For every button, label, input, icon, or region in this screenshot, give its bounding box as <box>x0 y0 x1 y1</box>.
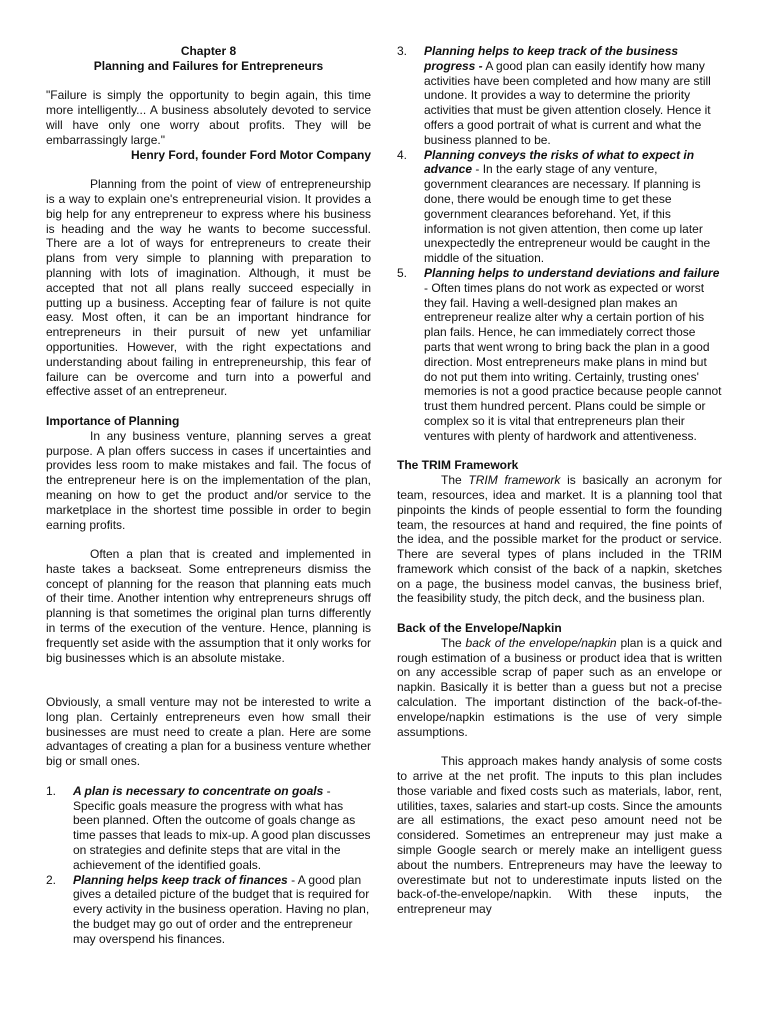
trim-pre: The <box>441 473 469 488</box>
list-item <box>397 148 722 266</box>
list-number: 4. <box>397 147 408 162</box>
list-item-lead: A plan is necessary to concentrate on goals <box>73 783 324 798</box>
list-item <box>46 873 371 947</box>
advantages-list-part-1 <box>46 784 371 947</box>
trim-paragraph <box>397 473 722 606</box>
importance-paragraph-2: Often a plan that is created and implemented in haste takes a backseat. Some entrepreneurs dismiss the concept of planning for the reason that planning eats much of their time. Another intention why entrepreneurs shrugs off planning is that sometimes the original plan turns differently in terms of the execution of the venture. Hence, planning is frequently set aside with the assumption that it only works for big businesses which is an absolute mistake. <box>46 547 371 665</box>
right-column <box>397 44 722 917</box>
spacer <box>46 74 371 89</box>
list-item-lead: Planning helps keep track of finances <box>73 872 288 887</box>
list-item-lead: Planning conveys the risks of what to expect in advance <box>424 147 695 177</box>
advantages-list-part-2 <box>397 44 722 444</box>
epigraph-attribution: Henry Ford, founder Ford Motor Company <box>131 147 371 162</box>
envelope-pre: The <box>441 635 466 650</box>
list-item-text: - Specific goals measure the progress with what has been planned. Often the outcome of goals change as time passes that leads to mix-up. A good plan discusses on strategies and definite steps that are vital in the achievement of the identified goals. <box>73 783 371 872</box>
importance-paragraph-3: Obviously, a small venture may not be interested to write a long plan. Certainly entrepreneurs even how small their businesses are must need to create a plan. Here are some advantages of creating a plan for a business venture whether big or small ones. <box>46 695 371 769</box>
spacer <box>46 769 371 784</box>
list-item-lead: Planning helps to keep track of the business progress - <box>424 44 679 73</box>
list-number: 5. <box>397 265 408 280</box>
list-item-lead: Planning helps to understand deviations and failure <box>424 265 720 280</box>
left-column <box>46 44 371 947</box>
list-number: 1. <box>46 783 57 798</box>
envelope-paragraph-1 <box>397 636 722 740</box>
trim-heading: The TRIM Framework <box>397 458 519 473</box>
spacer <box>397 739 722 754</box>
envelope-post: plan is a quick and rough estimation of a business or product idea that is written on any accessible scrap of paper such as an envelope or napkin. Basically it is better than a guess but not a precise calculation. The important distinction of the back-of-the-envelope/napkin estimations is the use of very simple assumptions. <box>397 635 722 739</box>
list-item <box>46 784 371 873</box>
spacer <box>46 399 371 414</box>
list-item-text: - A good plan gives a detailed picture of the budget that is required for every activity in the business operation. Having no plan, the budget may go out of order and the entrepreneur may overspend his finances. <box>73 872 370 946</box>
chapter-number: Chapter 8 <box>180 44 237 58</box>
spacer <box>46 162 371 177</box>
list-number: 3. <box>397 44 408 58</box>
list-item-text: - Often times plans do not work as expected or worst they fail. Having a well-designed plan makes an entrepreneur realize alter why a certain portion of his plan fails. Hence, he can immediately correct those parts that went wrong to bring back the plan in a good direction. Most entrepreneurs make plans in mind but do not put them into writing. Certainly, trusting ones' memories is not a good practice because people cannot trust them hundred percent. Plans could be simple or complex so it is vital that entrepreneurs plan their ventures with plenty of hardwork and attentiveness. <box>424 280 722 443</box>
chapter-title: Planning and Failures for Entrepreneurs <box>93 58 324 73</box>
list-number: 2. <box>46 872 57 887</box>
trim-post: is basically an acronym for team, resources, idea and market. It is a planning tool that pinpoints the kinds of people essential to form the founding team, the resources at hand and required, the fine points of the idea, and the possible market for the product or service. There are several types of plans included in the TRIM framework which consist of the back of a napkin, sketches on a page, the business model canvas, the business brief, the feasibility study, the pitch deck, and the business plan. <box>397 473 722 606</box>
spacer <box>46 532 371 547</box>
spacer <box>397 606 722 621</box>
intro-paragraph: Planning from the point of view of entrepreneurship is a way to explain one's entrepreneurial vision. It provides a big help for any entrepreneur to express where his business is heading and the way he wants to become successful. There are a lot of ways for entrepreneurs to create their plans from very simple to planning with preparation to planning with lots of imagination. Although, it must be accepted that not all plans really succeed especially in putting up a business. Accepting fear of failure is not quite easy. Most often, it can be an important hindrance for entrepreneurs in their pursuit of new yet unfamiliar opportunities. However, with the right expectations and understanding about failing in entrepreneurship, this fear of failure can be overcome and turn into a powerful and effective asset of an entrepreneur. <box>46 177 371 399</box>
envelope-heading: Back of the Envelope/Napkin <box>397 621 562 636</box>
spacer <box>46 665 371 695</box>
list-item <box>397 44 722 148</box>
spacer <box>397 444 722 459</box>
list-item <box>397 266 722 444</box>
list-item-text: - In the early stage of any venture, government clearances are necessary. If planning is done, there would be enough time to get these government clearances beforehand. Yet, if this information is not given attention, then come up later unexpectedly the entrepreneur would be caught in the middle of the situation. <box>424 162 711 266</box>
epigraph-quote: "Failure is simply the opportunity to begin again, this time more intelligently... A business absolutely devoted to service will have only one worry about profits. They will be embarrassingly large." <box>46 88 371 147</box>
envelope-paragraph-2: This approach makes handy analysis of some costs to arrive at the net profit. The inputs to this plan includes those variable and fixed costs such as materials, labor, rent, utilities, taxes, salaries and start-up costs. Since the amounts are all estimations, the exact peso amount need not be considered. Sometimes an entrepreneur may just make a simple Google search or merely make an intelligent guess about the numbers. Entrepreneurs may have the leeway to overestimate but not to underestimate inputs listed on the back-of-the-envelope/napkin. With these inputs, the entrepreneur may <box>397 754 722 917</box>
importance-paragraph-1: In any business venture, planning serves a great purpose. A plan offers success in cases if uncertainties and provides less room to make mistakes and fail. The focus of the entrepreneur here is on the implementation of the plan, meaning on how to get the product and/or service to the marketplace in the shortest time possible in order to begin earning profits. <box>46 428 371 532</box>
trim-term: TRIM framework <box>468 473 561 488</box>
envelope-term: back of the envelope/napkin <box>465 635 617 650</box>
list-item-text: A good plan can easily identify how many activities have been completed and how many are still undone. It provides a way to determine the priority activities that must be given attention closely. Hence it offers a good portrait of what is current and what the business planned to be. <box>424 58 711 147</box>
importance-heading: Importance of Planning <box>46 413 180 428</box>
